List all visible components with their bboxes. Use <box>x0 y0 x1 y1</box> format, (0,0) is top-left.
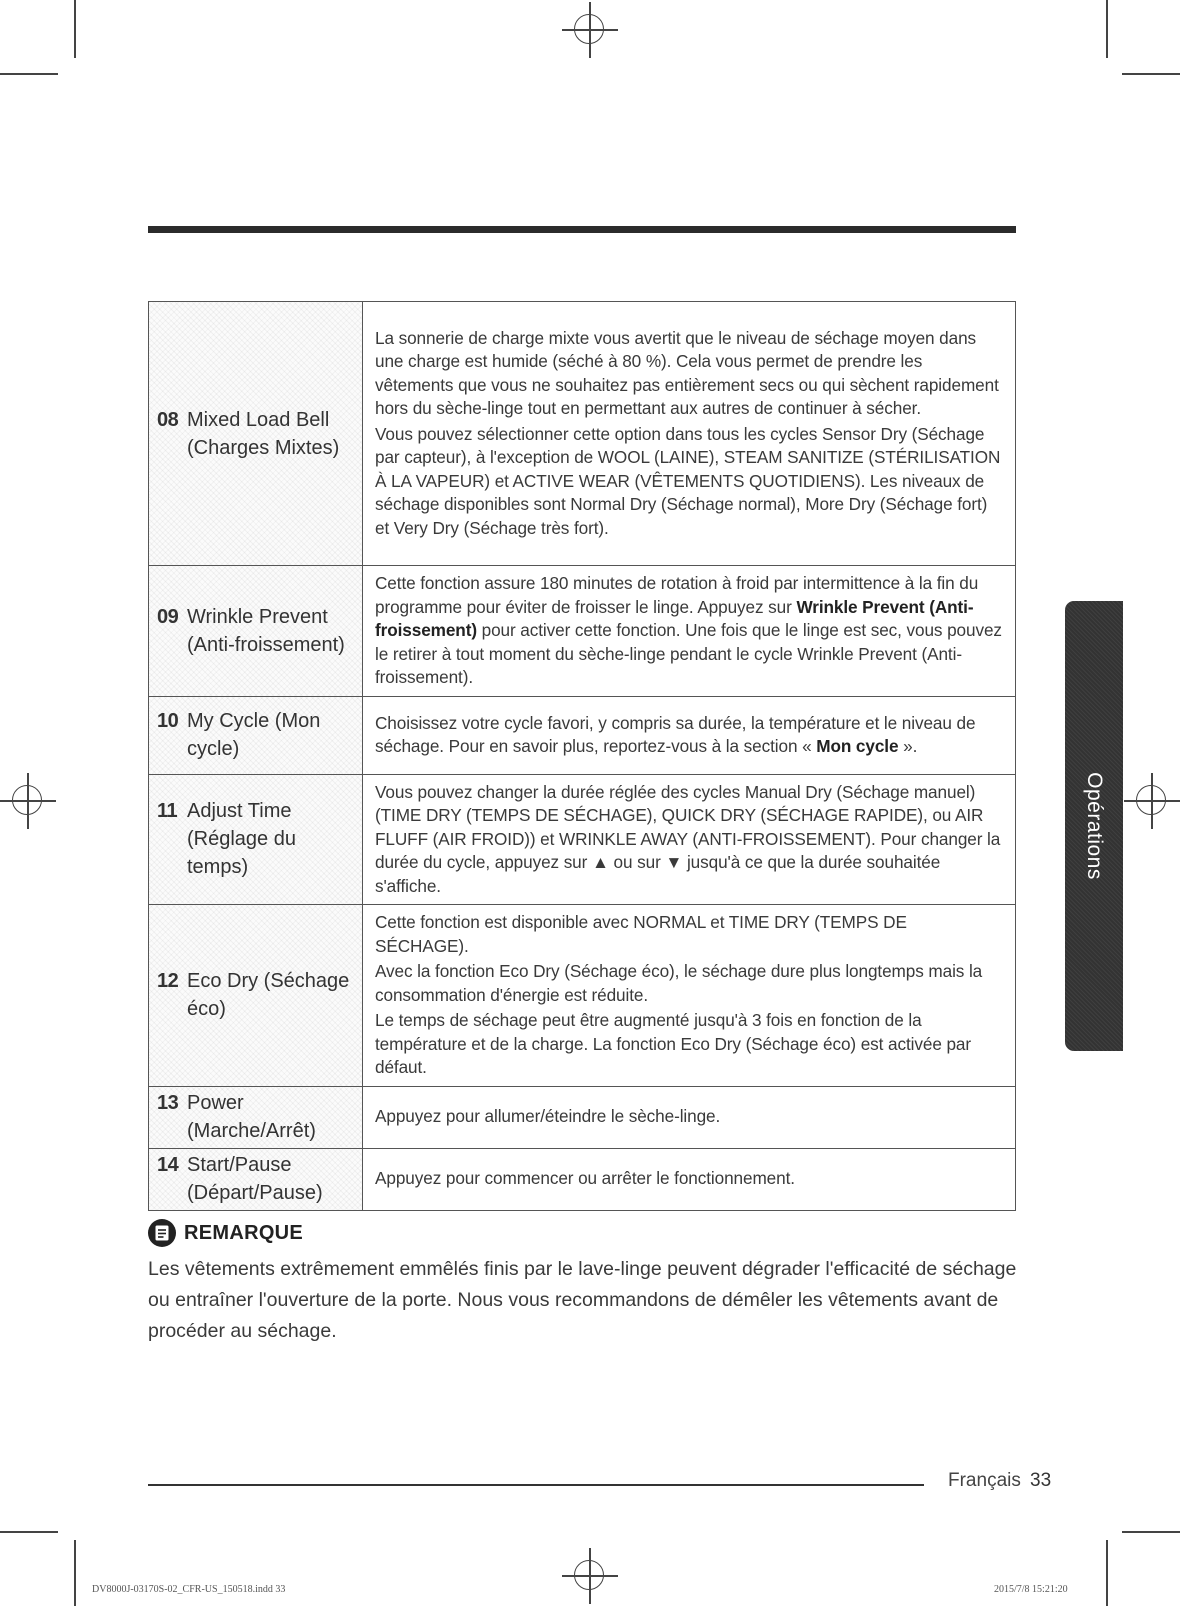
note-heading <box>148 1218 303 1248</box>
description-text: Choisissez votre cycle favori, y compris sa durée, la température et le niveau de séchage. Pour en savoir plus, reportez-vous à la section « <box>375 712 976 756</box>
row-description <box>363 774 1016 905</box>
section-reference: Mon cycle <box>816 736 899 756</box>
crop-mark <box>74 0 76 58</box>
row-number: 14 <box>157 1154 179 1176</box>
row-name: Eco Dry (Séchage <box>187 970 350 993</box>
note-title: REMARQUE <box>184 1221 304 1244</box>
page-number: 33 <box>1030 1470 1052 1491</box>
row-label <box>149 566 363 697</box>
print-slug-file: DV8000J-03170S-02_CFR-US_150518.indd 33 <box>92 1584 286 1595</box>
footer-language: Français <box>948 1470 1021 1491</box>
description-text: Cette fonction assure 180 minutes de rotation à froid par intermittence à la fin du programme pour éviter de froisser le linge. Appuyez sur <box>375 573 979 617</box>
row-number: 10 <box>157 710 179 732</box>
row-number: 12 <box>157 970 179 993</box>
crop-mark <box>0 1531 58 1533</box>
section-tab <box>1065 601 1123 1051</box>
row-label <box>149 302 363 566</box>
row-label <box>149 1086 363 1148</box>
table-row <box>149 302 1016 566</box>
crop-mark <box>0 73 58 75</box>
row-name: Start/Pause <box>187 1154 292 1176</box>
table-row <box>149 566 1016 697</box>
table-row <box>149 774 1016 905</box>
table-row <box>149 905 1016 1087</box>
row-subname: éco) <box>187 998 226 1021</box>
row-number: 09 <box>157 605 179 628</box>
row-name: Adjust Time <box>187 800 292 823</box>
row-number: 08 <box>157 408 179 431</box>
print-slug-timestamp: 2015/7/8 15:21:20 <box>994 1584 1068 1595</box>
row-subname: cycle) <box>187 738 240 760</box>
top-rule <box>148 226 1016 233</box>
description-text: Appuyez pour commencer ou arrêter le fonctionnement. <box>375 1168 795 1189</box>
row-number: 11 <box>157 800 178 823</box>
crop-mark <box>1106 1540 1108 1606</box>
feature-table <box>148 301 1016 1211</box>
registration-mark-top <box>562 2 618 58</box>
row-label <box>149 1148 363 1210</box>
row-number: 13 <box>157 1092 179 1114</box>
description-text: Appuyez pour allumer/éteindre le sèche-linge. <box>375 1106 721 1127</box>
registration-mark-right <box>1124 773 1180 829</box>
row-label <box>149 696 363 774</box>
row-name: Mixed Load Bell <box>187 408 330 431</box>
row-name: Wrinkle Prevent <box>187 605 328 628</box>
row-description <box>363 905 1016 1087</box>
button-reference: Wrinkle Prevent (Anti-froissement) <box>375 596 974 640</box>
registration-mark-bottom <box>562 1548 618 1604</box>
description-text: ». <box>898 736 918 756</box>
description-paragraph: Cette fonction est disponible avec NORMAL et TIME DRY (TEMPS DE SÉCHAGE). <box>375 912 907 956</box>
note-icon <box>148 1219 176 1247</box>
row-subname: (Charges Mixtes) <box>187 436 340 459</box>
row-name: My Cycle (Mon <box>187 710 321 732</box>
row-subname: (Anti-froissement) <box>187 633 345 656</box>
crop-mark <box>1106 0 1108 58</box>
row-subname: (Réglage du temps) <box>187 828 296 879</box>
row-description <box>363 566 1016 697</box>
description-text: pour activer cette fonction. Une fois que le linge est sec, vous pouvez le retirer à tout moment du sèche-linge pendant le cycle Wrinkle Prevent (Anti-froissement). <box>375 620 1002 687</box>
table-row <box>149 696 1016 774</box>
row-label <box>149 774 363 905</box>
crop-mark <box>1122 73 1180 75</box>
description-text: Vous pouvez changer la durée réglée des cycles Manual Dry (Séchage manuel) (TIME DRY (TEMPS DE SÉCHAGE), QUICK DRY (SÉCHAGE RAPIDE), ou AIR FLUFF (AIR FROID)) et WRINKLE AWAY (ANTI-FROISSEMENT). Pour changer la durée du cycle, appuyez sur ▲ ou sur ▼ jusqu'à ce que la durée souhaitée s'affiche. <box>375 781 1001 896</box>
note-text: Les vêtements extrêmement emmêlés finis par le lave-linge peuvent dégrader l'efficacité de séchage ou entraîner l'ouverture de la porte. Nous vous recommandons de démêler les vêtements avant de procéder au séchage. <box>148 1258 1017 1342</box>
table-row <box>149 1148 1016 1210</box>
row-description <box>363 1148 1016 1210</box>
section-tab-label: Opérations <box>1083 772 1106 880</box>
crop-mark <box>1122 1531 1180 1533</box>
row-subname: (Marche/Arrêt) <box>187 1120 316 1142</box>
description-paragraph: La sonnerie de charge mixte vous avertit que le niveau de séchage moyen dans une charge est humide (séché à 80 %). Cela vous permet de prendre les vêtements que vous ne souhaitez pas entièrement secs ou qui sèchent rapidement hors du sèche-linge tout en permettant aux autres de continuer à sécher. <box>375 327 999 419</box>
registration-mark-left <box>0 773 56 829</box>
row-name: Power <box>187 1092 244 1114</box>
crop-mark <box>74 1540 76 1606</box>
description-paragraph: Le temps de séchage peut être augmenté jusqu'à 3 fois en fonction de la température et de la charge. La fonction Eco Dry (Séchage éco) est activée par défaut. <box>375 1010 972 1077</box>
row-subname: (Départ/Pause) <box>187 1182 323 1204</box>
description-paragraph: Avec la fonction Eco Dry (Séchage éco), le séchage dure plus longtemps mais la consommation d'énergie est réduite. <box>375 961 983 1005</box>
description-paragraph: Vous pouvez sélectionner cette option dans tous les cycles Sensor Dry (Séchage par capteur), à l'exception de WOOL (LAINE), STEAM SANITIZE (STÉRILISATION À LA VAPEUR) et ACTIVE WEAR (VÊTEMENTS QUOTIDIENS). Les niveaux de séchage disponibles sont Normal Dry (Séchage normal), More Dry (Séchage fort) et Very Dry (Séchage très fort). <box>375 423 1001 538</box>
table-row <box>149 1086 1016 1148</box>
row-description <box>363 696 1016 774</box>
row-description <box>363 1086 1016 1148</box>
footer-rule <box>148 1484 924 1486</box>
row-description <box>363 302 1016 566</box>
row-label <box>149 905 363 1087</box>
